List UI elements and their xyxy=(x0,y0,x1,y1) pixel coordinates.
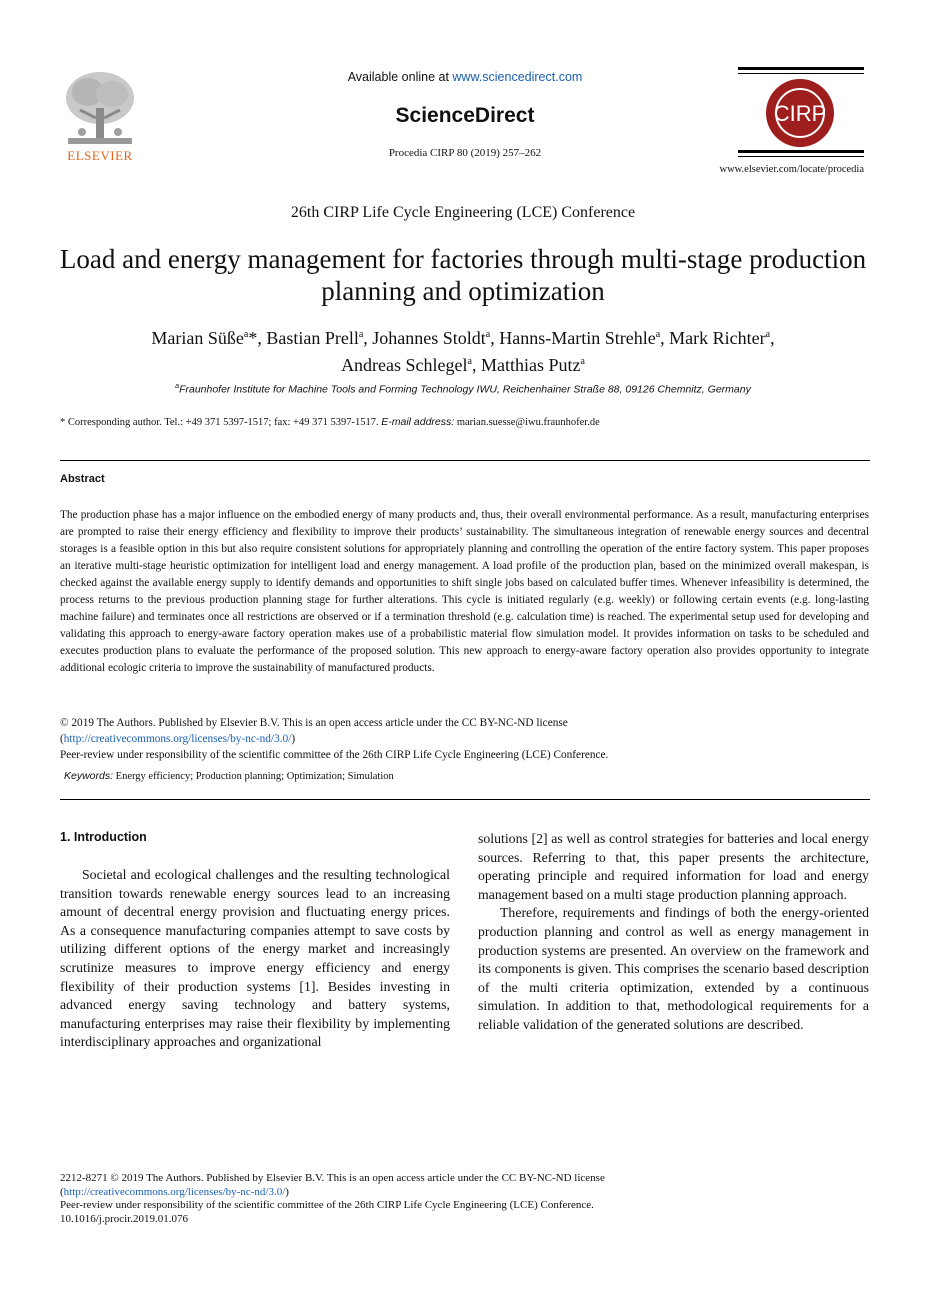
sciencedirect-link[interactable]: www.sciencedirect.com xyxy=(452,70,583,84)
paragraph: solutions [2] as well as control strategies for batteries and local energy sources. Referring to that, this paper presents the architecture, operating principle and required information for load and energy management based on a multi stage production planning approach. xyxy=(478,831,869,902)
abstract-body: The production phase has a major influence on the embodied energy of many products and, thus, their overall environmental performance. As a result, manufacturing enterprises are prompted to raise their energy efficiency and flexibility to improve their products’ sustainability. The simultaneous integration of renewable energy sources and decentral storages is a feasible option in this but also require consistent solutions for appropriately planning and controlling the operation of the entire factory system. This paper proposes an iterative multi-stage heuristic optimization for intelligent load and energy management. A load profile of the production plan, based on the minimized overall makespan, is checked against the available energy supply to identify demands and opportunities to shift single jobs based on calculated buffer times. Whenever infeasibility is determined, the process returns to the previous production planning stage for further alterations. This cycle is initiated regularly (e.g. weekly) or following certain events (e.g. long-lasting machine failure) and terminates once all restrictions are observed or if a termination threshold (e.g. calculation time) is reached. The experimental setup used for developing and validating this approach to energy-aware factory operation makes use of a probabilistic material flow simulation model. It provides information on tasks to be scheduled and executes production plans to evaluate the performance of the proposed solution. This new approach to energy-aware factory operation also provides opportunity to integrate additional ecologic criteria to improve the sustainability of manufactured products. xyxy=(60,509,869,674)
author-list xyxy=(60,323,866,377)
email-address[interactable]: marian.suesse@iwu.fraunhofer.de xyxy=(454,417,600,428)
author: Matthias Putz$^a$ xyxy=(480,355,585,375)
right-column xyxy=(478,830,869,1035)
keywords: Keywords: Energy efficiency; Production planning; Optimization; Simulation xyxy=(64,770,394,782)
paper-title: Load and energy management for factories through multi-stage production planning and optimization xyxy=(59,244,867,306)
footer-license-link[interactable]: http://creativecommons.org/licenses/by-nc-nd/3.0/ xyxy=(63,1185,286,1198)
elsevier-wordmark: ELSEVIER xyxy=(67,148,133,163)
author: Bastian Prell$^a$, xyxy=(266,328,373,348)
elsevier-tree-logo xyxy=(60,68,140,160)
section-heading: 1. Introduction xyxy=(60,830,147,844)
divider xyxy=(738,67,864,70)
author: Marian Süße$^a$*, xyxy=(151,328,267,348)
paragraph: Therefore, requirements and findings of both the energy-oriented production planning and control as well as energy management in production systems are presented. An overview on the framework and its components is given. This comprises the scenario based description of the multi criteria optimization, extended by a continuous simulation. In addition to that, methodological requirements for a reliable validation of the generated solutions are described. xyxy=(478,905,869,1032)
cirp-logo xyxy=(760,78,840,148)
divider xyxy=(60,460,870,461)
paragraph: Societal and ecological challenges and the resulting technological transition towards renewable energy sources lead to an increasing amount of decentral energy provision and fluctuating energy prices. As a consequence manufacturing companies attempt to save costs by utilizing different options of the energy market and increasingly scrutinize measures to improve energy efficiency and energy flexibility of their production systems [1]. Besides investing in advanced energy saving technology and battery systems, manufacturing enterprises may raise their flexibility by implementing interdisciplinary approaches and organizational xyxy=(60,867,450,1050)
affiliation: $^a$Fraunhofer Institute for Machine Tools and Forming Technology IWU, Reichenhainer Straße 88, 09126 Chemnitz, Germany xyxy=(175,383,751,396)
author: Johannes Stoldt$^a$, xyxy=(372,328,500,348)
journal-citation: Procedia CIRP 80 (2019) 257–262 xyxy=(388,147,542,159)
divider xyxy=(738,73,864,74)
cirp-logo-text: CIRP xyxy=(773,101,827,126)
author: Andreas Schlegel$^a$, xyxy=(341,355,481,375)
license-link[interactable]: http://creativecommons.org/licenses/by-nc-nd/3.0/ xyxy=(63,733,292,745)
conference-name: 26th CIRP Life Cycle Engineering (LCE) Conference xyxy=(290,204,636,221)
license-block: © 2019 The Authors. Published by Elsevier B.V. This is an open access article under the CC BY-NC-ND license (http://creativecommons.org/licenses/by-nc-nd/3.0/) Peer-review under responsibility of the scientific committee of the 26th CIRP Life Cycle Engineering (LCE) Conference. xyxy=(60,717,609,761)
sciencedirect-brand: ScienceDirect xyxy=(395,104,535,127)
corresponding-author: * Corresponding author. Tel.: +49 371 5397-1517; fax: +49 371 5397-1517. E-mail address: marian.suesse@iwu.fraunhofer.de xyxy=(60,416,600,428)
divider xyxy=(738,150,864,153)
divider xyxy=(738,156,864,157)
left-column xyxy=(60,866,450,1052)
footer: 2212-8271 © 2019 The Authors. Published by Elsevier B.V. This is an open access article under the CC BY-NC-ND license (http://creativecommons.org/licenses/by-nc-nd/3.0/) Peer-review under responsibility of the scientific committee of the 26th CIRP Life Cycle Engineering (LCE) Conference. 10.1016/j.procir.2019.01.076 xyxy=(60,1172,860,1226)
doi[interactable]: 10.1016/j.procir.2019.01.076 xyxy=(60,1212,189,1225)
abstract-heading: Abstract xyxy=(60,473,105,485)
author: Mark Richter$^a$, xyxy=(669,328,775,348)
divider xyxy=(60,799,870,800)
author: Hanns-Martin Strehle$^a$, xyxy=(499,328,670,348)
locate-url[interactable]: www.elsevier.com/locate/procedia xyxy=(719,164,864,175)
available-online: Available online at www.sciencedirect.com xyxy=(347,70,583,84)
